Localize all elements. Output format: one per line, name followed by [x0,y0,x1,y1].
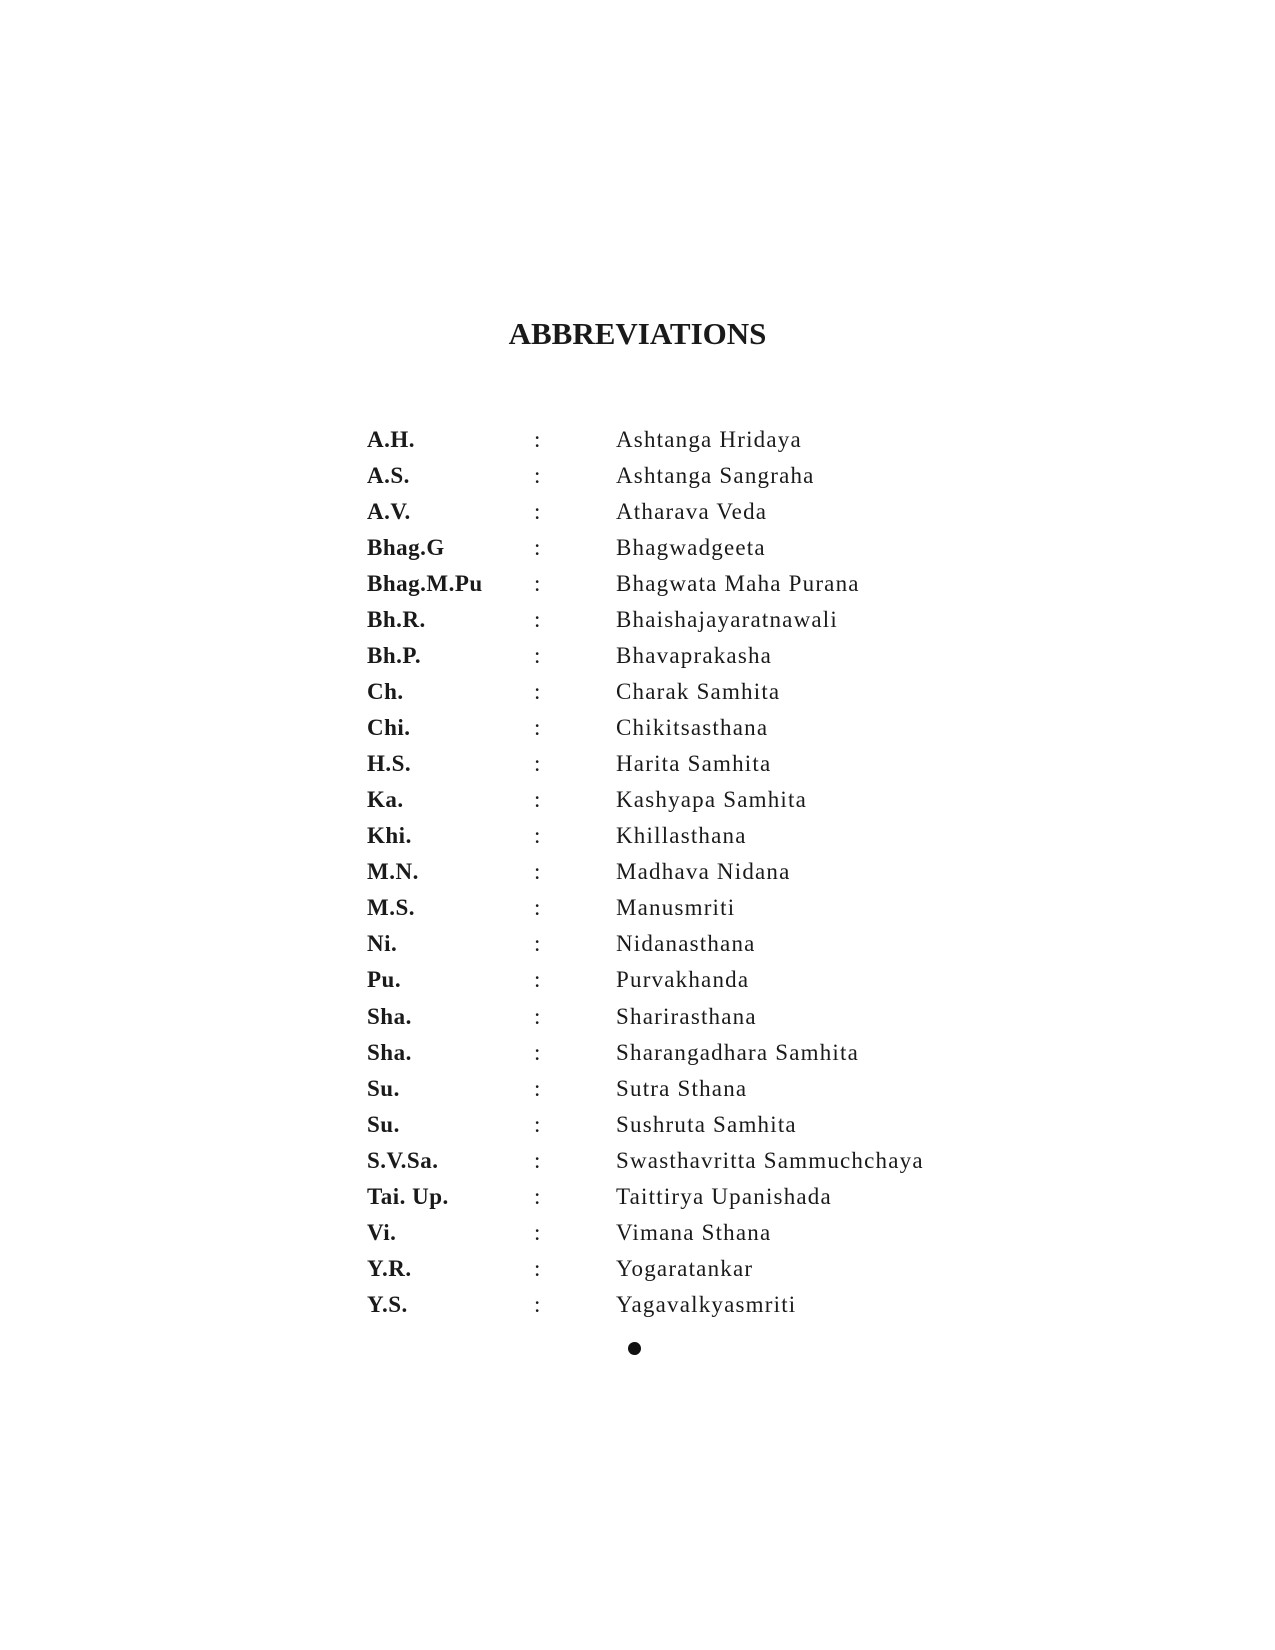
abbreviation-separator: : [534,1183,541,1209]
abbreviation-separator: : [534,715,541,741]
abbreviation-key: Pu. [367,967,402,993]
abbreviation-key: Ka. [367,787,404,813]
abbreviation-separator: : [534,463,541,489]
abbreviation-row [367,968,987,1004]
abbreviation-row [367,788,987,824]
abbreviation-row [367,500,987,536]
abbreviation-row [367,860,987,896]
abbreviation-row [367,1113,987,1149]
abbreviation-key: Bh.R. [367,607,426,633]
abbreviation-key: Ch. [367,679,404,705]
abbreviation-row [367,572,987,608]
abbreviation-row [367,608,987,644]
abbreviation-separator: : [534,643,541,669]
abbreviation-expansion: Vimana Sthana [616,1219,772,1245]
abbreviation-expansion: Bhagwata Maha Purana [616,571,860,597]
page-title: ABBREVIATIONS [508,316,767,351]
abbreviation-separator: : [534,427,541,452]
abbreviation-expansion: Sharangadhara Samhita [616,1039,859,1065]
abbreviation-row [367,932,987,968]
abbreviation-expansion: Sushruta Samhita [616,1111,797,1137]
abbreviation-separator: : [534,499,541,525]
abbreviation-row [367,716,987,752]
abbreviation-row [367,428,987,464]
abbreviation-separator: : [534,967,541,993]
abbreviation-separator: : [534,1075,541,1101]
abbreviation-row [367,1005,987,1041]
abbreviation-row [367,752,987,788]
abbreviation-expansion: Swasthavritta Sammuchchaya [616,1147,924,1173]
abbreviation-separator: : [534,1039,541,1065]
abbreviation-expansion: Madhava Nidana [616,859,791,885]
abbreviation-expansion: Khillasthana [616,823,747,849]
abbreviation-key: S.V.Sa. [367,1147,439,1173]
abbreviation-key: Vi. [367,1219,397,1245]
abbreviation-separator: : [534,859,541,885]
abbreviation-expansion: Kashyapa Samhita [616,787,808,813]
abbreviation-expansion: Purvakhanda [616,967,750,993]
abbreviation-expansion: Manusmriti [616,895,736,921]
abbreviation-key: Y.R. [367,1255,412,1281]
abbreviation-key: A.V. [367,499,411,525]
abbreviation-separator: : [534,607,541,633]
abbreviation-key: Sha. [367,1039,412,1065]
abbreviation-separator: : [534,571,541,597]
abbreviation-expansion: Yagavalkyasmriti [616,1291,797,1317]
abbreviation-row [367,680,987,716]
abbreviation-separator: : [534,1147,541,1173]
abbreviation-expansion: Atharava Veda [616,499,768,525]
abbreviation-separator: : [534,787,541,813]
abbreviation-expansion: Nidanasthana [616,931,756,957]
abbreviation-key: Su. [367,1075,400,1101]
abbreviation-expansion: Yogaratankar [616,1255,754,1281]
abbreviation-separator: : [534,823,541,849]
abbreviation-separator: : [534,931,541,957]
abbreviation-key: Sha. [367,1003,412,1029]
abbreviation-expansion: Sharirasthana [616,1003,757,1029]
abbreviation-expansion: Ashtanga Sangraha [616,463,815,489]
abbreviation-expansion: Bhavaprakasha [616,643,773,669]
abbreviation-key: Su. [367,1111,400,1137]
abbreviation-separator: : [534,679,541,705]
abbreviation-key: A.S. [367,463,410,489]
abbreviation-expansion: Harita Samhita [616,751,772,777]
abbreviation-row [367,1221,987,1257]
abbreviation-key: Tai. Up. [367,1183,449,1209]
abbreviation-row [367,536,987,572]
abbreviation-row [367,464,987,500]
abbreviation-row [367,1185,987,1221]
abbreviation-separator: : [534,535,541,561]
bullet-icon [628,1342,641,1355]
abbreviation-expansion: Bhagwadgeeta [616,535,766,561]
abbreviation-row [367,1293,987,1329]
abbreviation-key: Bhag.G [367,535,445,561]
abbreviation-separator: : [534,1003,541,1029]
abbreviation-separator: : [534,751,541,777]
abbreviation-row [367,644,987,680]
abbreviation-separator: : [534,1111,541,1137]
abbreviation-key: Khi. [367,823,412,849]
abbreviation-expansion: Chikitsasthana [616,715,769,741]
abbreviation-expansion: Charak Samhita [616,679,781,705]
abbreviation-key: Bh.P. [367,643,422,669]
abbreviation-row [367,1041,987,1077]
abbreviation-key: M.S. [367,895,415,921]
abbreviation-key: Bhag.M.Pu [367,571,483,597]
abbreviation-row [367,1077,987,1113]
abbreviation-row [367,824,987,860]
abbreviation-row [367,896,987,932]
abbreviation-separator: : [534,1255,541,1281]
abbreviation-row [367,1149,987,1185]
abbreviation-key: M.N. [367,859,419,885]
abbreviation-key: Chi. [367,715,411,741]
abbreviation-expansion: Taittirya Upanishada [616,1183,832,1209]
abbreviation-expansion: Bhaishajayaratnawali [616,607,838,633]
abbreviation-key: Y.S. [367,1291,408,1317]
abbreviation-key: Ni. [367,931,398,957]
abbreviation-separator: : [534,1291,541,1317]
abbreviation-separator: : [534,1219,541,1245]
abbreviation-list [367,428,987,1329]
abbreviation-key: H.S. [367,751,412,777]
abbreviation-row [367,1257,987,1293]
abbreviation-expansion: Sutra Sthana [616,1075,748,1101]
abbreviation-separator: : [534,895,541,921]
abbreviation-key: A.H. [367,427,415,452]
abbreviation-expansion: Ashtanga Hridaya [616,427,802,452]
